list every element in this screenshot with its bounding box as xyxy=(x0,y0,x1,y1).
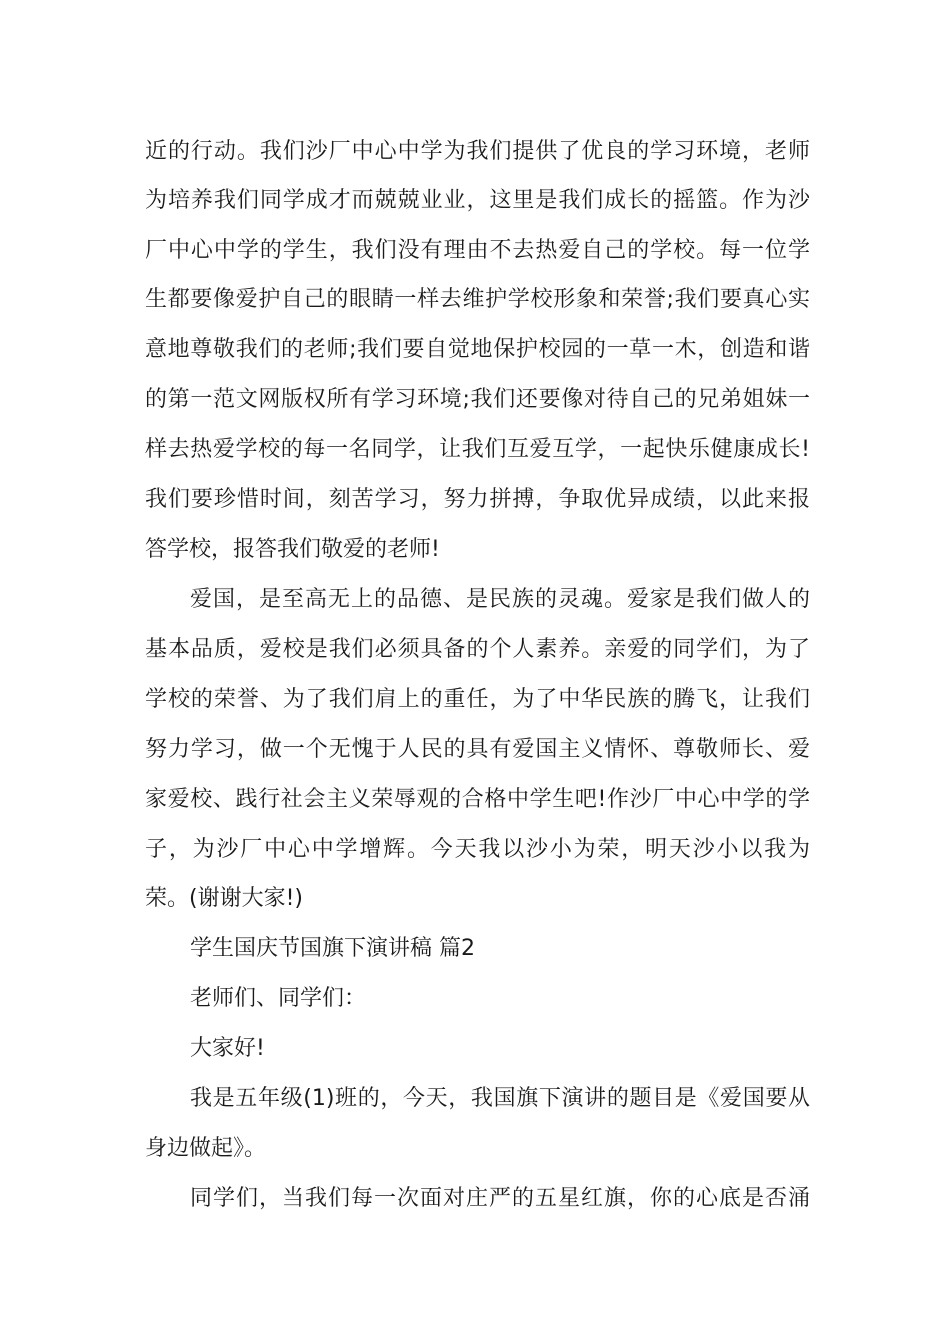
text-line: 意地尊敬我们的老师;我们要自觉地保护校园的一草一木，创造和谐 xyxy=(145,337,810,362)
text-line: 我们要珍惜时间，刻苦学习，努力拼搏，争取优异成绩，以此来报 xyxy=(145,487,810,512)
text-line: 样去热爱学校的每一名同学，让我们互爱互学，一起快乐健康成长! xyxy=(145,437,810,462)
text-line: 答学校，报答我们敬爱的老师! xyxy=(145,537,440,562)
paragraph-first-line: 我是五年级(1)班的，今天，我国旗下演讲的题目是《爱国要从 xyxy=(190,1086,810,1111)
text-line: 子，为沙厂中心中学增辉。今天我以沙小为荣，明天沙小以我为 xyxy=(145,837,810,862)
text-line: 近的行动。我们沙厂中心中学为我们提供了优良的学习环境，老师 xyxy=(145,139,810,164)
text-line: 身边做起》。 xyxy=(145,1136,267,1161)
text-line: 为培养我们同学成才而兢兢业业，这里是我们成长的摇篮。作为沙 xyxy=(145,188,810,213)
section-heading: 学生国庆节国旗下演讲稿 篇2 xyxy=(190,936,475,961)
paragraph-first-line: 爱国，是至高无上的品德、是民族的灵魂。爱家是我们做人的 xyxy=(190,587,810,612)
salutation: 老师们、同学们： xyxy=(190,986,367,1011)
greeting: 大家好! xyxy=(190,1036,265,1061)
text-line: 基本品质，爱校是我们必须具备的个人素养。亲爱的同学们，为了 xyxy=(145,637,810,662)
text-line: 生都要像爱护自己的眼睛一样去维护学校形象和荣誉;我们要真心实 xyxy=(145,287,810,312)
text-line: 家爱校、践行社会主义荣辱观的合格中学生吧!作沙厂中心中学的学 xyxy=(145,787,810,812)
text-line: 厂中心中学的学生，我们没有理由不去热爱自己的学校。每一位学 xyxy=(145,238,810,263)
paragraph-first-line: 同学们，当我们每一次面对庄严的五星红旗，你的心底是否涌 xyxy=(190,1186,810,1211)
text-line: 的第一范文网版权所有学习环境;我们还要像对待自己的兄弟姐妹一 xyxy=(145,387,810,412)
text-line: 荣。(谢谢大家!) xyxy=(145,886,303,911)
text-line: 学校的荣誉、为了我们肩上的重任，为了中华民族的腾飞，让我们 xyxy=(145,687,810,712)
text-line: 努力学习，做一个无愧于人民的具有爱国主义情怀、尊敬师长、爱 xyxy=(145,737,810,762)
